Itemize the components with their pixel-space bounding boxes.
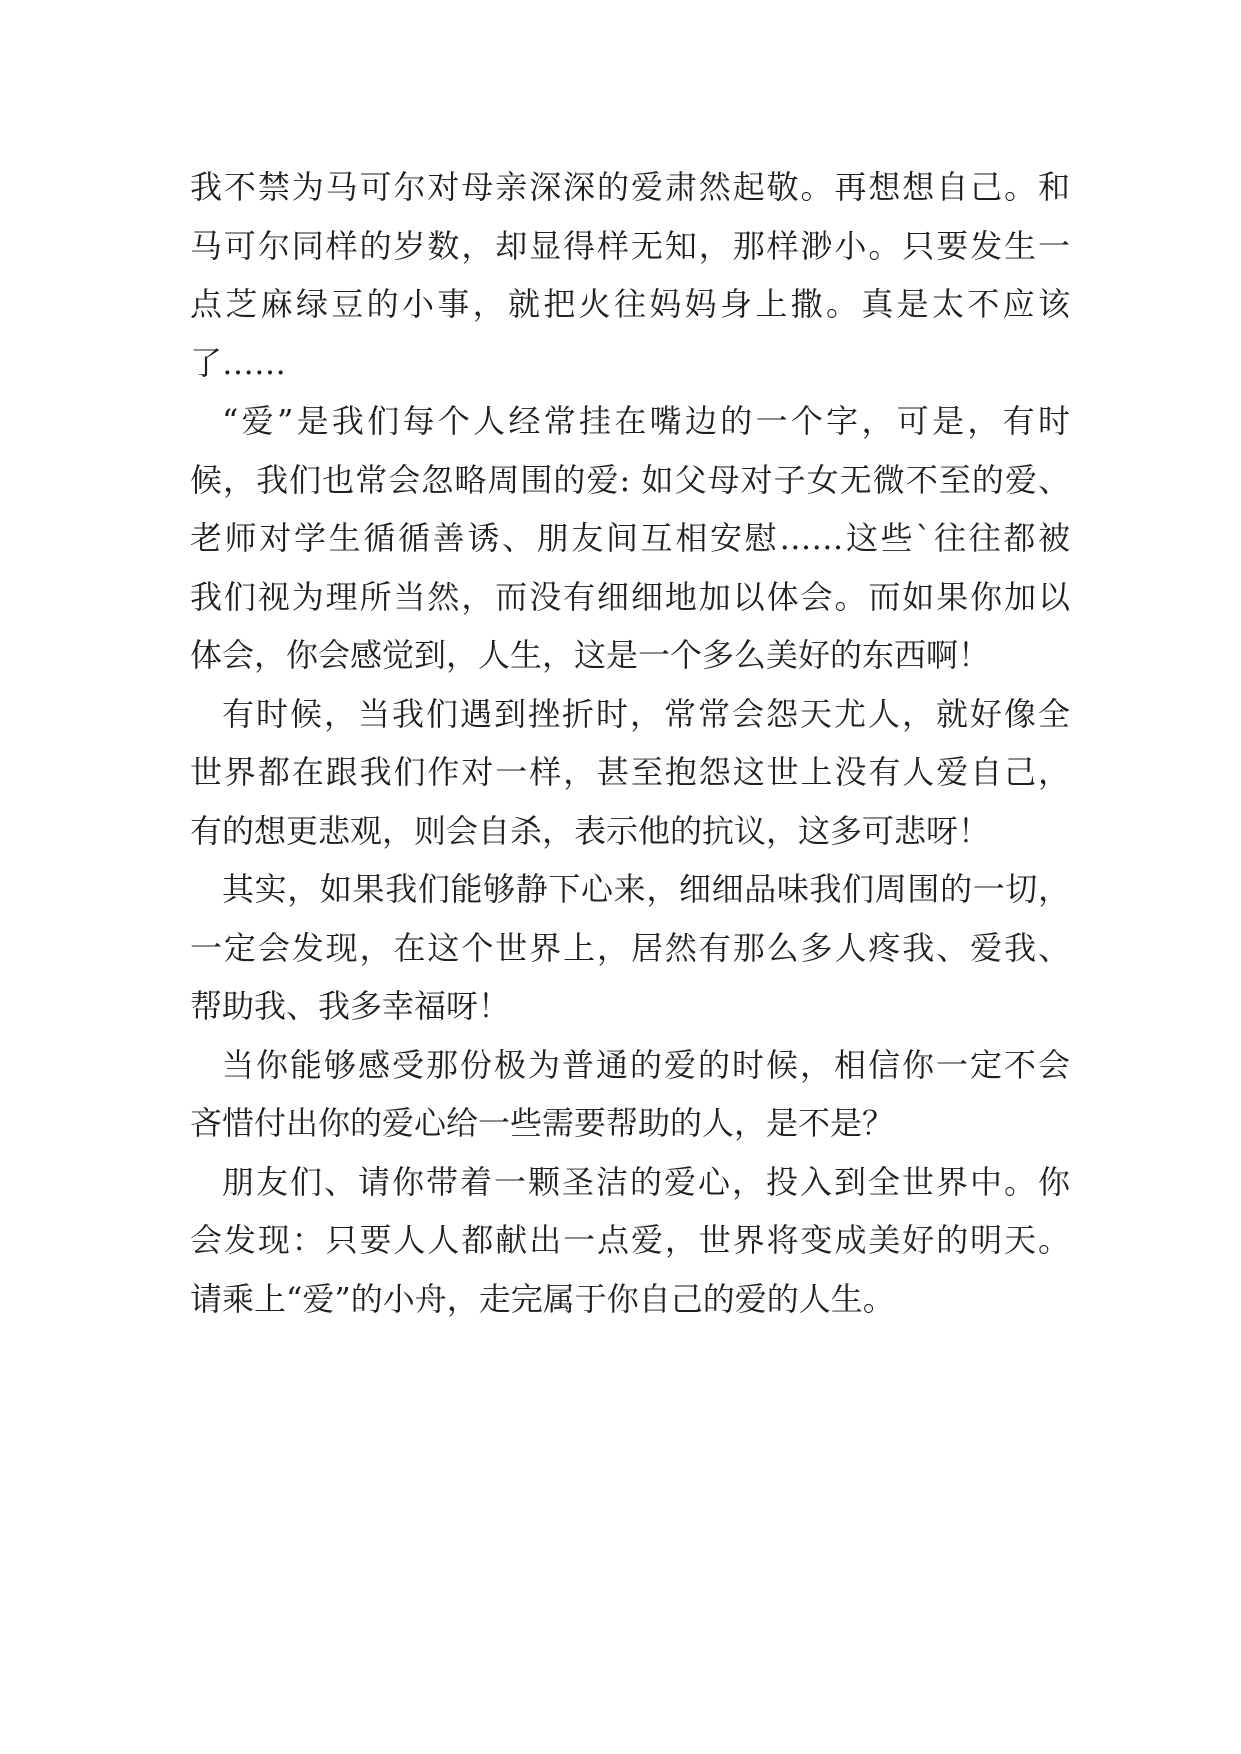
text-line: 体会，你会感觉到，人生，这是一个多么美好的东西啊！ [190, 636, 991, 674]
text-line: 有的想更悲观，则会自杀，表示他的抗议，这多可悲呀！ [190, 811, 991, 850]
text-line: 了…… [190, 343, 287, 382]
paragraph-6 [190, 1153, 1070, 1329]
text-line: 一定会发现，在这个世界上，居然有那么多人疼我、爱我、 [190, 928, 1070, 967]
text-line: 候，我们也常会忽略周围的爱: 如父母对子女无微不至的爱、 [190, 460, 1070, 499]
text-line: 我不禁为马可尔对母亲深深的爱肃然起敬。再想想自己。和 [190, 168, 1070, 206]
text-line: 有时候，当我们遇到挫折时，常常会怨天尤人，就好像全 [222, 694, 1070, 733]
paragraph-5 [190, 1036, 1070, 1153]
text-line: 其实，如果我们能够静下心来，细细品味我们周围的一切， [222, 870, 1070, 908]
text-line: 点芝麻绿豆的小事，就把火往妈妈身上撒。真是太不应该 [190, 285, 1070, 323]
text-line: 老师对学生循循善诱、朋友间互相安慰……这些`往往都被 [190, 519, 1070, 557]
text-line: 马可尔同样的岁数，却显得样无知，那样渺小。只要发生一 [190, 226, 1070, 265]
text-line: “爱”是我们每个人经常挂在嘴边的一个字，可是，有时 [222, 402, 1070, 440]
paragraph-2 [190, 392, 1070, 685]
text-line: 世界都在跟我们作对一样，甚至抱怨这世上没有人爱自己， [190, 753, 1070, 791]
paragraph-3 [190, 685, 1070, 861]
paragraph-4 [190, 860, 1070, 1036]
text-line: 朋友们、请你带着一颗圣洁的爱心，投入到全世界中。你 [222, 1162, 1070, 1201]
text-line: 会发现：只要人人都献出一点爱，世界将变成美好的明天。 [190, 1221, 1070, 1259]
text-line: 吝惜付出你的爱心给一些需要帮助的人，是不是？ [190, 1104, 895, 1142]
text-line: 帮助我、我多幸福呀！ [190, 987, 511, 1025]
text-line: 请乘上“爱”的小舟，走完属于你自己的爱的人生。 [190, 1279, 895, 1318]
text-line: 我们视为理所当然，而没有细细地加以体会。而如果你加以 [190, 577, 1070, 616]
paragraph-1 [190, 158, 1070, 392]
text-line: 当你能够感受那份极为普通的爱的时候，相信你一定不会 [222, 1045, 1070, 1084]
document-body [190, 158, 1070, 1328]
